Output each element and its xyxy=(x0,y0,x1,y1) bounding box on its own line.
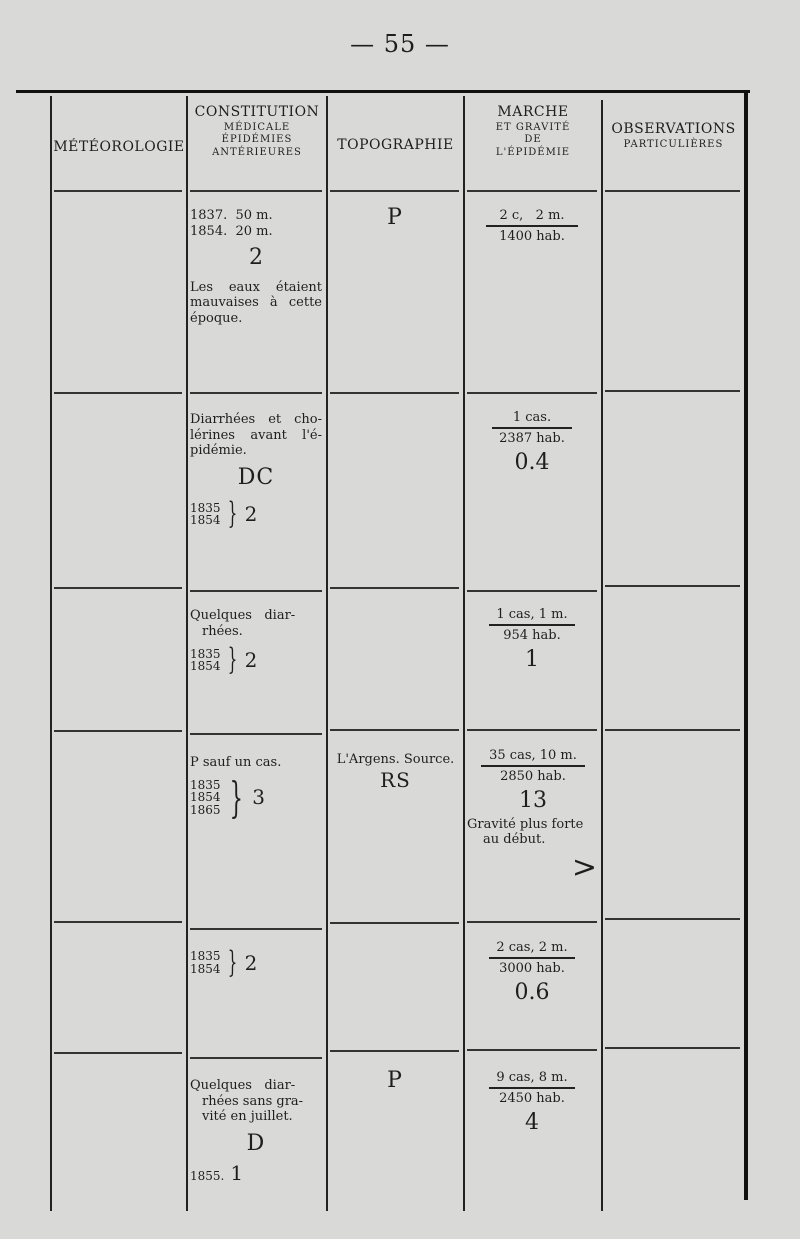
col-rule-4 xyxy=(463,96,465,1211)
marche-cell: 1 cas. 2387 hab. 0.4 xyxy=(467,410,597,475)
header-observations: OBSERVATIONS PARTICULIÈRES xyxy=(611,121,736,150)
constitution-cell: Quelques diar- rhées sans gra- vité en juillet. D 1855. 1 xyxy=(190,1078,304,1186)
topographie-cell: L'Argens. Source. RS xyxy=(336,752,455,792)
marche-cell: 1 cas, 1 m. 954 hab. 1 xyxy=(467,607,597,672)
header-constitution: CONSTITUTION MÉDICALE ÉPIDÉMIES ANTÉRIEURES xyxy=(194,104,320,158)
header-meteorologie: MÉTÉOROLOGIE xyxy=(53,139,185,155)
brace-glyph: } xyxy=(227,642,237,678)
constitution-cell: 1837. 50 m. 1854. 20 m. 2 Les eaux étaient mauvaises à cette époque. xyxy=(190,208,322,326)
col-rule-5 xyxy=(601,100,603,1211)
greater-than-symbol: > xyxy=(571,849,597,885)
topographie-cell: P xyxy=(387,205,402,230)
constitution-cell: Diarrhées et cho- lérines avant l'é- pidémie. DC 1835 1854 } 2 xyxy=(190,412,322,532)
top-border xyxy=(16,90,750,93)
constitution-cell: P sauf un cas. 1835 1854 1865 } 3 xyxy=(190,755,282,822)
header-marche: MARCHE ET GRAVITÉ DE L'ÉPIDÉMIE xyxy=(495,104,571,158)
constitution-cell: Quelques diar- rhées. 1835 1854 } 2 xyxy=(190,608,296,678)
marche-cell: 35 cas, 10 m. 2850 hab. 13 Gravité plus forte au début. > xyxy=(467,748,597,885)
topographie-cell: P xyxy=(387,1068,402,1093)
right-border xyxy=(744,92,748,1200)
col-rule-2 xyxy=(186,96,188,1211)
col-rule-1 xyxy=(50,96,52,1211)
page-number: — 55 — xyxy=(350,30,450,58)
header-topographie: TOPOGRAPHIE xyxy=(337,137,454,153)
marche-cell: 9 cas, 8 m. 2450 hab. 4 xyxy=(467,1070,597,1135)
constitution-cell: 1835 1854 } 2 xyxy=(190,945,258,980)
brace-glyph: } xyxy=(227,496,237,532)
marche-cell: 2 c, 2 m. 1400 hab. xyxy=(467,208,597,244)
brace-glyph: } xyxy=(229,772,243,822)
col-rule-3 xyxy=(326,96,328,1211)
marche-cell: 2 cas, 2 m. 3000 hab. 0.6 xyxy=(467,940,597,1005)
brace-glyph: } xyxy=(227,945,237,980)
